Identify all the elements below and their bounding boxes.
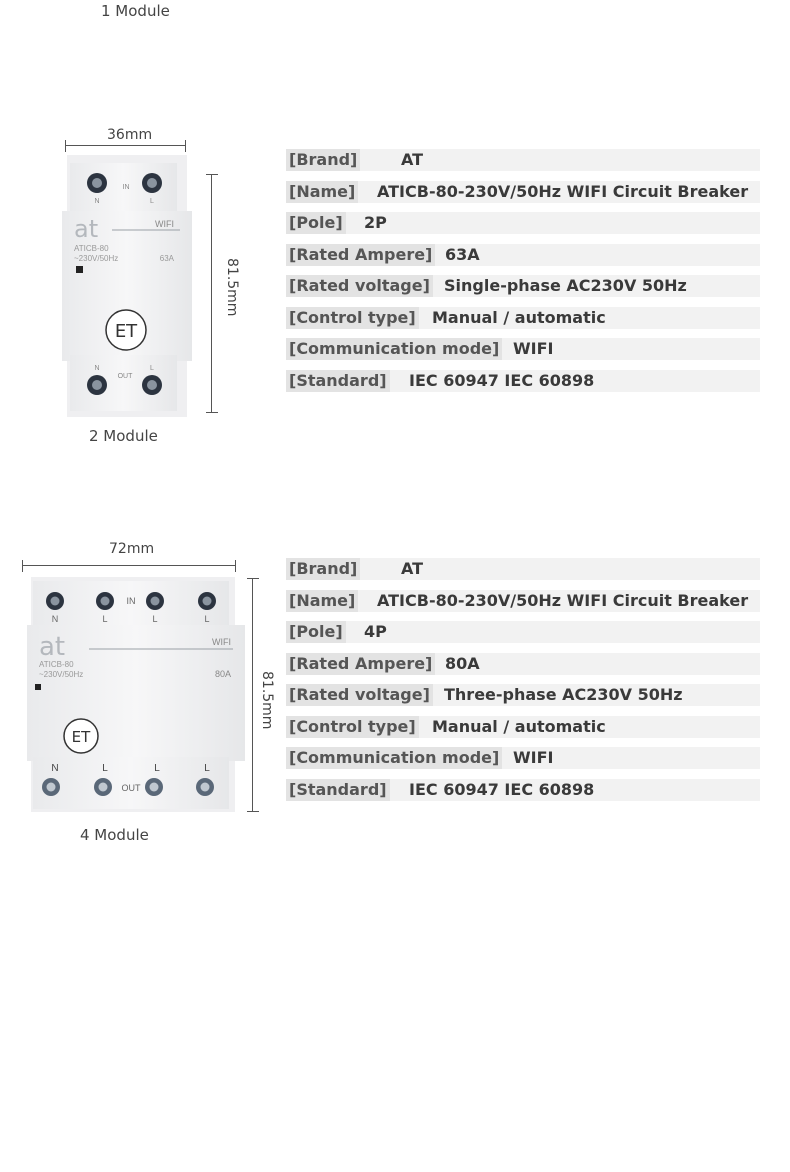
spec-table-2-module: [286, 149, 760, 401]
section-1-caption: 2 Module: [89, 427, 158, 445]
svg-text:L: L: [150, 365, 154, 372]
svg-text:ET: ET: [114, 321, 138, 342]
svg-text:~230V/50Hz: ~230V/50Hz: [74, 254, 119, 263]
svg-text:ATICB-80: ATICB-80: [39, 660, 74, 669]
svg-text:L: L: [204, 763, 210, 774]
svg-text:N: N: [94, 198, 100, 205]
svg-text:OUT: OUT: [121, 783, 141, 793]
svg-text:N: N: [51, 763, 59, 774]
svg-text:L: L: [152, 614, 158, 624]
svg-text:WIFI: WIFI: [155, 219, 174, 229]
spec-row-rated-voltage: [Rated voltage] Single-phase AC230V 50Hz: [286, 275, 760, 297]
spec-row-name: [Name] ATICB-80-230V/50Hz WIFI Circuit Breaker: [286, 590, 760, 612]
svg-text:OUT: OUT: [117, 373, 133, 380]
section-2-caption: 4 Module: [80, 826, 149, 844]
svg-text:IN: IN: [122, 184, 130, 191]
spec-row-name: [Name] ATICB-80-230V/50Hz WIFI Circuit Breaker: [286, 181, 760, 203]
breaker-2-module-image: [62, 155, 192, 417]
top-module-caption: 1 Module: [101, 2, 170, 20]
width-dimension-line: [65, 145, 186, 146]
spec-row-communication-mode: [Communication mode] WIFI: [286, 747, 760, 769]
svg-text:ATICB-80: ATICB-80: [74, 244, 109, 253]
spec-row-brand: [Brand] AT: [286, 558, 760, 580]
spec-row-standard: [Standard] IEC 60947 IEC 60898: [286, 370, 760, 392]
spec-row-pole: [Pole] 4P: [286, 621, 760, 643]
svg-text:L: L: [150, 198, 154, 205]
spec-row-brand: [Brand] AT: [286, 149, 760, 171]
spec-row-communication-mode: [Communication mode] WIFI: [286, 338, 760, 360]
height-dimension-line: [252, 578, 253, 812]
height-dimension-line: [211, 174, 212, 413]
svg-text:IN: IN: [126, 596, 136, 606]
svg-text:N: N: [94, 365, 100, 372]
spec-row-rated-ampere: [Rated Ampere] 63A: [286, 244, 760, 266]
svg-text:L: L: [102, 614, 108, 624]
svg-text:ET: ET: [71, 728, 91, 746]
svg-text:WIFI: WIFI: [212, 637, 231, 647]
width-dimension-label: 72mm: [109, 541, 155, 557]
width-dimension-line: [22, 565, 236, 566]
svg-text:at: at: [74, 215, 99, 243]
svg-text:L: L: [102, 763, 108, 774]
width-dimension-label: 36mm: [107, 127, 153, 143]
spec-row-rated-voltage: [Rated voltage] Three-phase AC230V 50Hz: [286, 684, 760, 706]
height-dimension-label: 81.5mm: [259, 671, 275, 730]
spec-row-pole: [Pole] 2P: [286, 212, 760, 234]
svg-text:L: L: [154, 763, 160, 774]
spec-table-4-module: [286, 558, 760, 810]
svg-text:80A: 80A: [214, 669, 231, 679]
svg-text:~230V/50Hz: ~230V/50Hz: [39, 670, 84, 679]
spec-row-control-type: [Control type] Manual / automatic: [286, 716, 760, 738]
svg-text:N: N: [51, 614, 59, 624]
breaker-4-module-image: [27, 577, 245, 812]
spec-row-control-type: [Control type] Manual / automatic: [286, 307, 760, 329]
height-dimension-label: 81.5mm: [224, 258, 240, 317]
svg-text:L: L: [204, 614, 210, 624]
spec-row-rated-ampere: [Rated Ampere] 80A: [286, 653, 760, 675]
spec-row-standard: [Standard] IEC 60947 IEC 60898: [286, 779, 760, 801]
svg-text:63A: 63A: [159, 254, 174, 263]
svg-text:at: at: [39, 632, 66, 662]
